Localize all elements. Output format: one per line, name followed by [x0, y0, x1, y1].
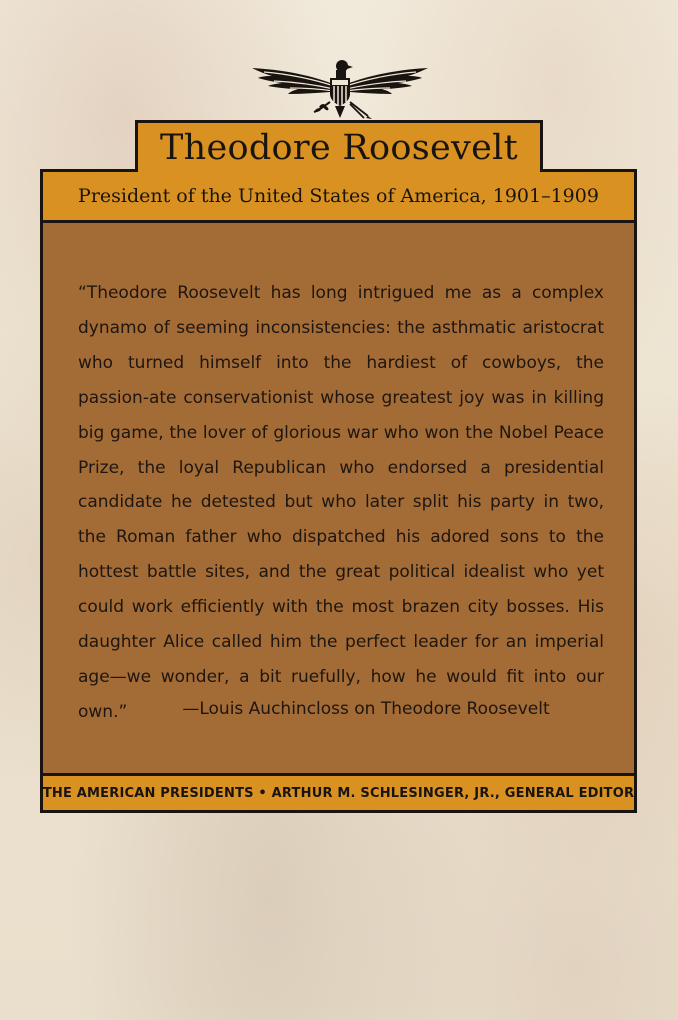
blurb-quote: “Theodore Roosevelt has long intrigued me as a complex dynamo of seeming inconsistencies: the asthmatic aristocrat who turned himself into the hardiest of cowboys, the passion-ate conservationist whose greatest joy was in killing big game, the lover of glorious war who won the Nobel Peace Prize, the loyal Republican who endorsed a presidential candidate he detested but who later split his party in two, the Roman father who dispatched his adored sons to the hottest battle sites, and the great political idealist who yet could work efficiently with the most brazen city bosses. His daughter Alice called him the perfect leader for an imperial age—we wonder, a bit ruefully, how he would fit into our own.” — [78, 283, 604, 722]
series-footer — [40, 773, 637, 813]
title-banner — [135, 120, 543, 172]
quote-panel — [40, 222, 637, 778]
book-subtitle: President of the United States of America, 1901–1909 — [78, 185, 599, 207]
eagle-seal-icon — [250, 56, 430, 122]
quote-attribution: —Louis Auchincloss on Theodore Roosevelt — [182, 699, 550, 719]
subtitle-banner — [40, 169, 637, 223]
book-title: Theodore Roosevelt — [159, 127, 519, 168]
series-editor-line: THE AMERICAN PRESIDENTS • ARTHUR M. SCHLESINGER, JR., GENERAL EDITOR — [42, 785, 635, 801]
